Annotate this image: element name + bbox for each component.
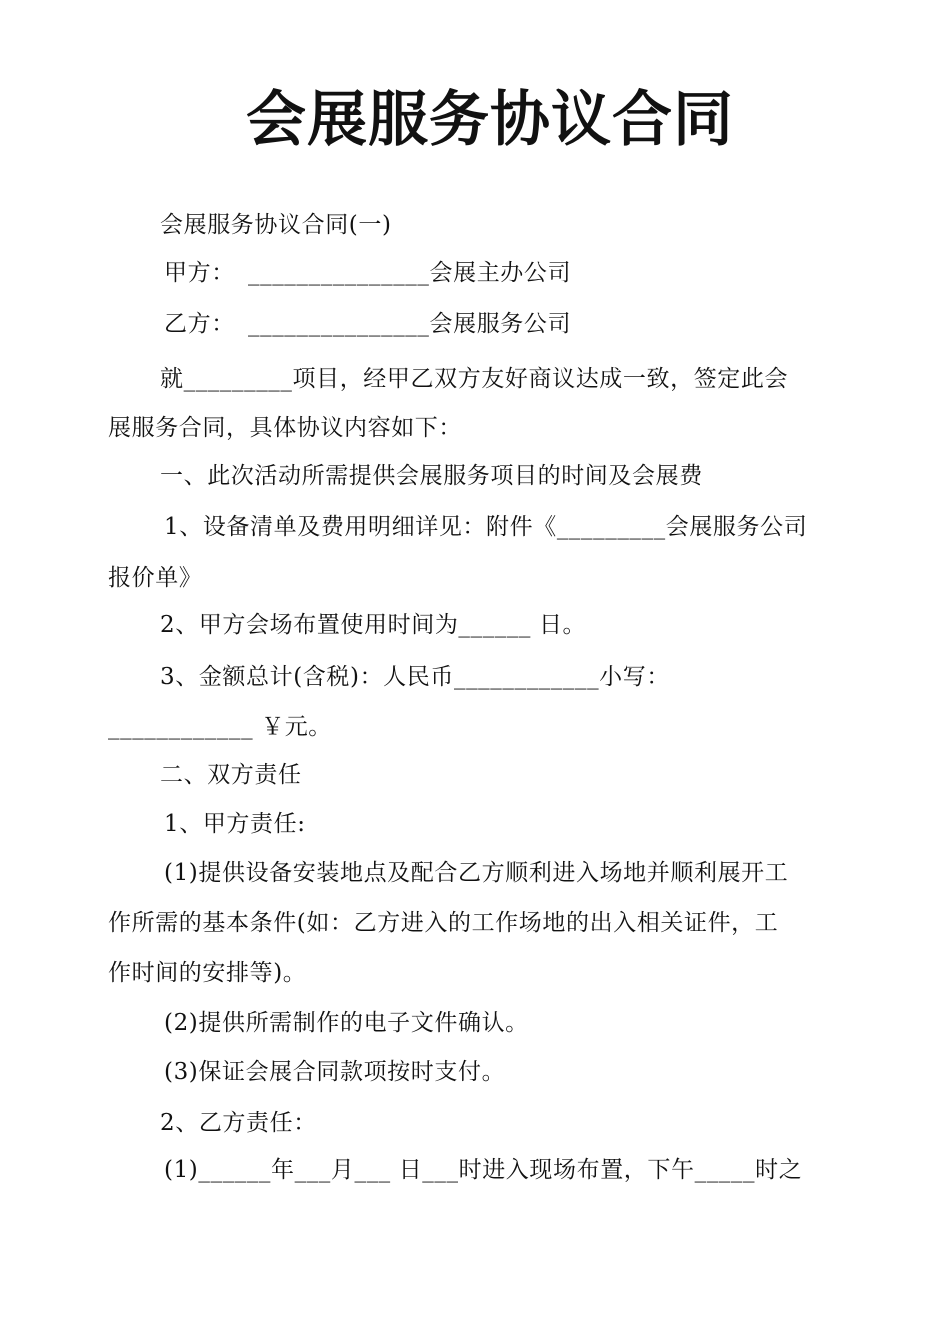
party-b-value: _______________会展服务公司	[248, 311, 572, 337]
party-a-value: _______________会展主办公司	[248, 260, 572, 286]
paragraph-line: (1)______年___月___ 日___时进入现场布置，下午_____时之	[164, 1157, 803, 1183]
section-heading: 二、双方责任	[160, 762, 302, 788]
paragraph-line: 报价单》	[108, 565, 203, 591]
party-b-label: 乙方：	[164, 311, 235, 337]
paragraph-line: 3、金额总计(含税)：人民币____________小写：	[160, 664, 670, 690]
paragraph-line: ____________ ￥元。	[108, 714, 332, 740]
contract-subtitle: 会展服务协议合同(一)	[160, 212, 392, 238]
paragraph-line: 1、设备清单及费用明细详见：附件《_________会展服务公司	[164, 514, 808, 540]
paragraph-line: (2)提供所需制作的电子文件确认。	[164, 1010, 529, 1036]
paragraph-line: (1)提供设备安装地点及配合乙方顺利进入场地并顺利展开工	[164, 860, 789, 886]
paragraph-line: (3)保证会展合同款项按时支付。	[164, 1059, 506, 1085]
document-title: 会展服务协议合同	[246, 85, 734, 155]
section-heading: 一、此次活动所需提供会展服务项目的时间及会展费	[160, 463, 703, 489]
paragraph-line: 作时间的安排等)。	[108, 960, 307, 986]
paragraph-line: 展服务合同，具体协议内容如下：	[108, 415, 462, 441]
paragraph-line: 2、甲方会场布置使用时间为______ 日。	[160, 612, 587, 638]
subsection-heading: 1、甲方责任:	[164, 811, 306, 837]
party-a-label: 甲方：	[164, 260, 235, 286]
subsection-heading: 2、乙方责任：	[160, 1110, 317, 1136]
paragraph-line: 作所需的基本条件(如：乙方进入的工作场地的出入相关证件，工	[108, 910, 779, 936]
paragraph-line: 就_________项目，经甲乙双方友好商议达成一致，签定此会	[160, 366, 789, 392]
